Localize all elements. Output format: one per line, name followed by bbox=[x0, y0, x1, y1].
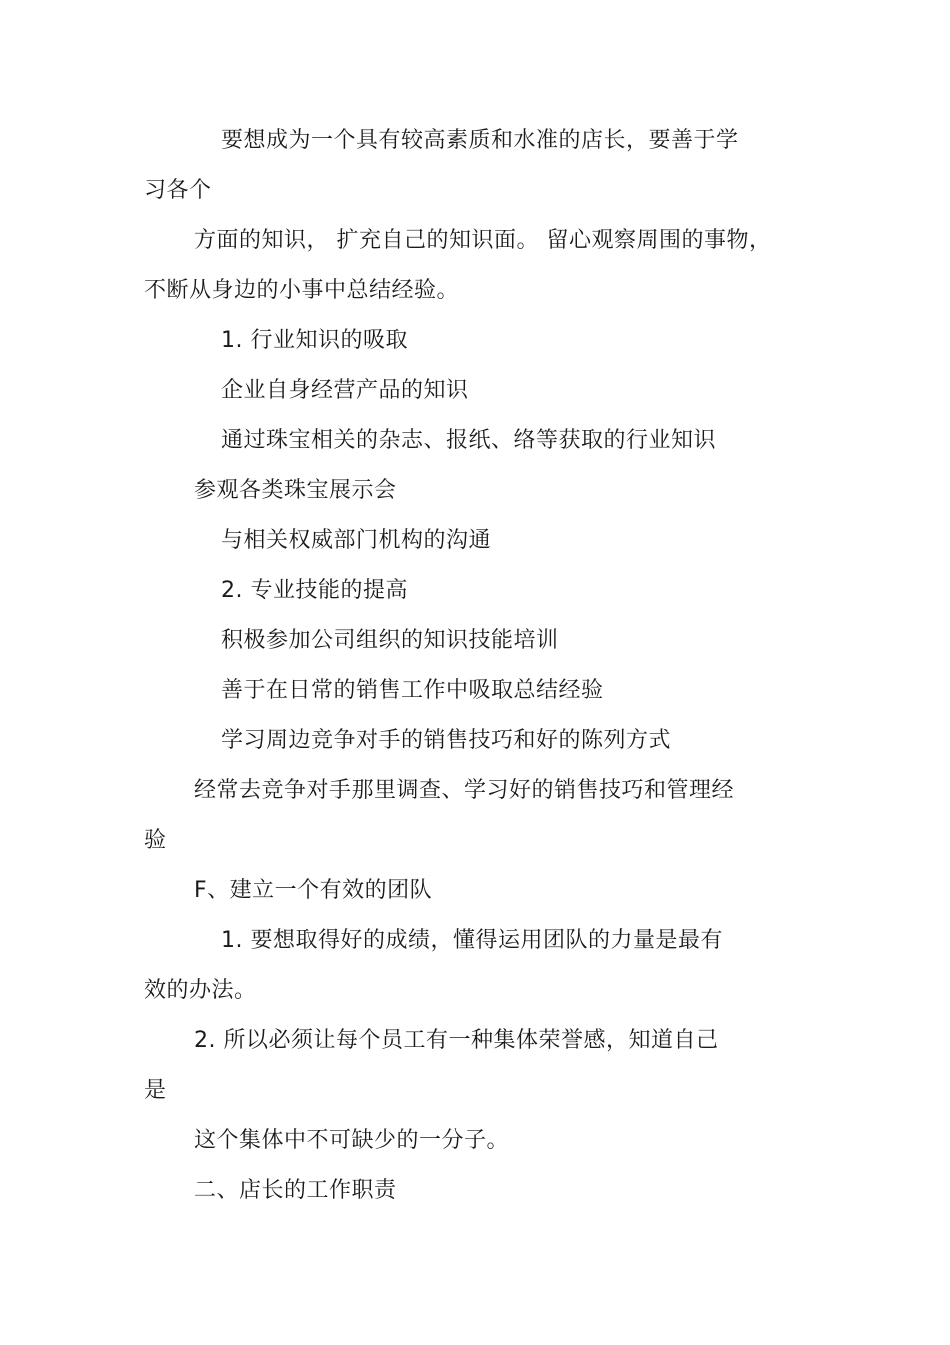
paragraph-line: 这个集体中不可缺少的一分子。 bbox=[194, 1128, 510, 1153]
section-heading: 二、店长的工作职责 bbox=[194, 1178, 397, 1203]
section-heading: 1. 行业知识的吸取 bbox=[221, 328, 408, 353]
list-item: 学习周边竞争对手的销售技巧和好的陈列方式 bbox=[221, 728, 672, 753]
paragraph-line: 习各个 bbox=[144, 178, 212, 203]
paragraph-line: 方面的知识， 扩充自己的知识面。 留心观察周围的事物， bbox=[194, 228, 772, 253]
list-item: 与相关权威部门机构的沟通 bbox=[221, 528, 492, 553]
paragraph-line: 验 bbox=[144, 828, 167, 853]
paragraph-line: 效的办法。 bbox=[144, 978, 257, 1003]
list-item: 2. 所以必须让每个员工有一种集体荣誉感，知道自己 bbox=[194, 1028, 719, 1053]
list-item: 通过珠宝相关的杂志、报纸、络等获取的行业知识 bbox=[221, 428, 717, 453]
list-item: 经常去竞争对手那里调查、学习好的销售技巧和管理经 bbox=[194, 778, 735, 803]
list-item: 企业自身经营产品的知识 bbox=[221, 378, 469, 403]
list-item: 善于在日常的销售工作中吸取总结经验 bbox=[221, 678, 604, 703]
paragraph-line: 要想成为一个具有较高素质和水准的店长，要善于学 bbox=[221, 128, 739, 153]
section-heading: F、建立一个有效的团队 bbox=[194, 878, 433, 903]
list-item: 积极参加公司组织的知识技能培训 bbox=[221, 628, 559, 653]
section-heading: 2. 专业技能的提高 bbox=[221, 578, 408, 603]
list-item: 参观各类珠宝展示会 bbox=[194, 478, 397, 503]
list-item: 1. 要想取得好的成绩，懂得运用团队的力量是最有 bbox=[221, 928, 723, 953]
paragraph-line: 是 bbox=[144, 1078, 167, 1103]
paragraph-line: 不断从身边的小事中总结经验。 bbox=[144, 278, 460, 303]
